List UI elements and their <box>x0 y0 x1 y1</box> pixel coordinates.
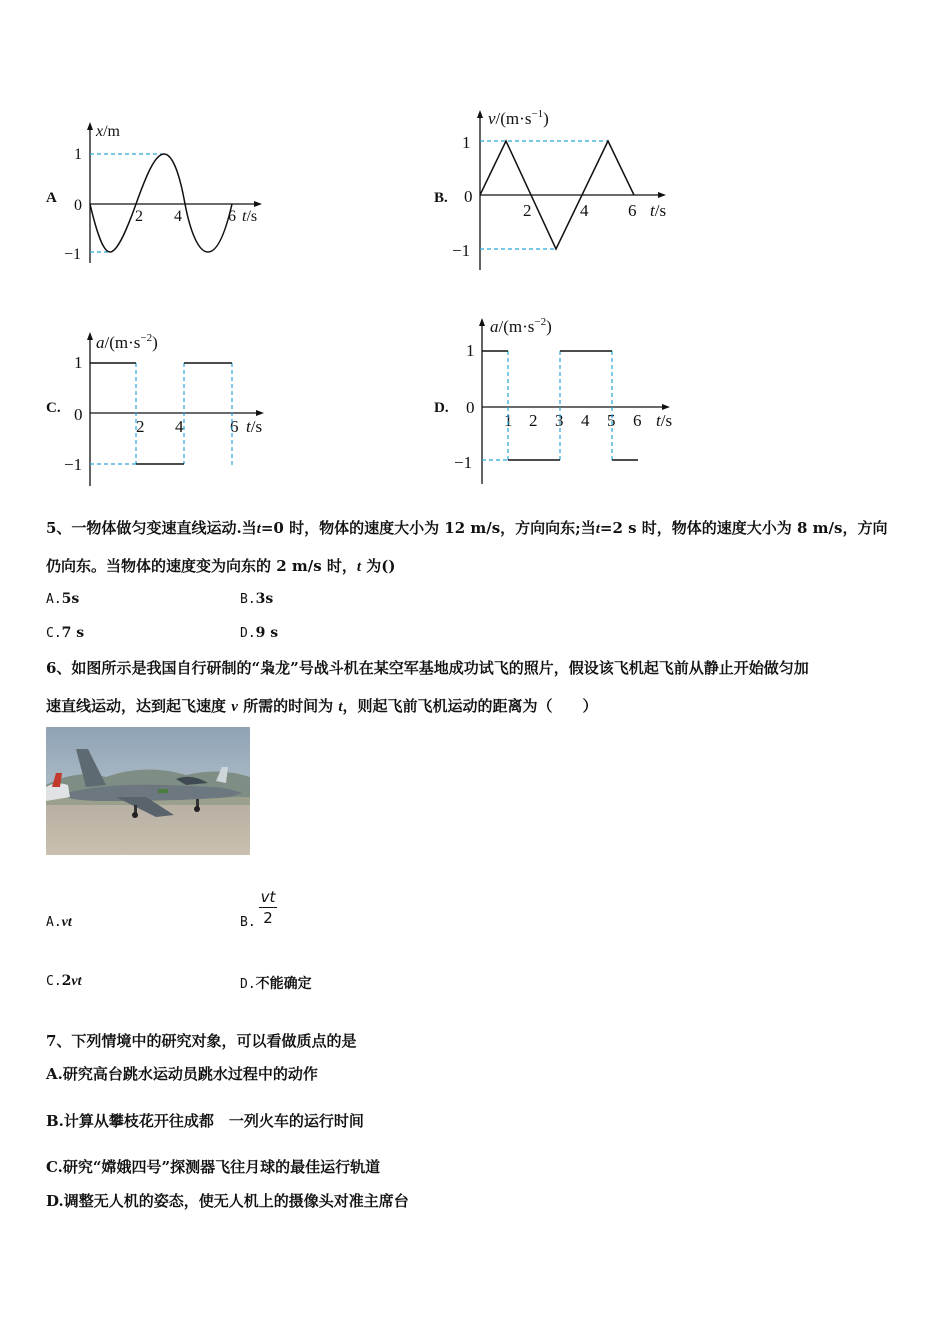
svg-text:1: 1 <box>466 341 475 360</box>
sine-curve <box>90 154 232 252</box>
svg-text:5: 5 <box>607 411 616 430</box>
svg-text:3: 3 <box>555 411 564 430</box>
svg-text:6: 6 <box>230 417 239 436</box>
svg-text:4: 4 <box>581 411 590 430</box>
graph-b-velocity-time <box>448 104 688 274</box>
q7-option-c[interactable]: C.研究“嫦娥四号”探测器飞往月球的最佳运行轨道 <box>46 1158 381 1176</box>
q5-stem-line1: 5、一物体做匀变速直线运动.当t=0 时，物体的速度大小为 12 m/s，方向向东;当t=2 s 时，物体的速度大小为 8 m/s，方向 <box>46 519 888 537</box>
svg-text:6: 6 <box>633 411 642 430</box>
option-d-label: D. <box>434 400 449 416</box>
q7-stem: 7、下列情境中的研究对象，可以看做质点的是 <box>46 1032 357 1050</box>
q7-option-a[interactable]: A.研究高台跳水运动员跳水过程中的动作 <box>46 1065 318 1083</box>
q7-option-b[interactable]: B.计算从攀枝花开往成都 一列火车的运行时间 <box>46 1112 364 1130</box>
svg-text:2: 2 <box>529 411 538 430</box>
q6-choice-a[interactable]: A.vt <box>46 915 72 930</box>
fraction-numerator: vt <box>260 888 276 906</box>
svg-text:0: 0 <box>466 398 475 417</box>
x-tick-6: 6 <box>228 208 236 225</box>
y-axis-arrow <box>87 122 93 130</box>
svg-text:4: 4 <box>175 417 184 436</box>
svg-text:0: 0 <box>464 187 473 206</box>
svg-text:0: 0 <box>74 405 83 424</box>
svg-text:2: 2 <box>523 201 532 220</box>
q5-choice-d[interactable]: D.9 s <box>240 625 279 641</box>
x-axis-arrow <box>254 201 262 207</box>
q6-choice-c[interactable]: C.2vt <box>46 973 82 989</box>
y-axis-label: x/m <box>96 123 120 140</box>
svg-text:−1: −1 <box>454 453 473 472</box>
x-tick-2: 2 <box>135 208 143 225</box>
q7-option-d[interactable]: D.调整无人机的姿态，使无人机上的摄像头对准主席台 <box>46 1192 409 1210</box>
q5-stem-line2: 仍向东。当物体的速度变为向东的 2 m/s 时，t 为() <box>46 557 396 575</box>
fraction-bar <box>259 907 277 908</box>
svg-text:2: 2 <box>136 417 145 436</box>
q6-choice-d[interactable]: D.不能确定 <box>240 976 312 992</box>
y-axis-label: $a/(m\cdot s^{-2})$ <box>96 332 158 352</box>
svg-text:1: 1 <box>504 411 513 430</box>
x-tick-4: 4 <box>174 208 182 225</box>
q6-choice-b[interactable]: B. <box>240 915 256 930</box>
svg-text:6: 6 <box>628 201 637 220</box>
y-axis-label: $a/(m\cdot s^{-2})$ <box>490 316 552 336</box>
option-b-label: B. <box>434 190 448 206</box>
fighter-jet-photo <box>46 727 250 855</box>
y-axis-label: $v/(m\cdot s^{-1})$ <box>488 108 549 128</box>
svg-text:t/s: t/s <box>650 201 667 220</box>
q5-choice-b[interactable]: B.3s <box>240 591 274 607</box>
q6-stem-line1: 6、如图所示是我国自行研制的“枭龙”号战斗机在某空军基地成功试飞的照片，假设该飞机起飞前从静止开始做匀加 <box>46 659 809 677</box>
svg-text:1: 1 <box>462 133 471 152</box>
q5-choice-a[interactable]: A.5s <box>46 591 80 607</box>
svg-text:t/s: t/s <box>246 417 263 436</box>
option-c-label: C. <box>46 400 61 416</box>
option-a-label: A <box>46 190 57 206</box>
y-tick-1: 1 <box>74 146 82 163</box>
graph-c-acceleration-time <box>60 326 280 491</box>
q6-choice-b-fraction <box>259 888 277 927</box>
y-tick-0: 0 <box>74 197 82 214</box>
x-axis-label: t/s <box>242 208 258 225</box>
q5-choice-c[interactable]: C.7 s <box>46 625 85 641</box>
svg-text:1: 1 <box>74 353 83 372</box>
svg-text:t/s: t/s <box>656 411 673 430</box>
graph-d-acceleration-time <box>448 310 688 488</box>
q6-stem-line2: 速直线运动，达到起飞速度 v 所需的时间为 t，则起飞前飞机运动的距离为（ ） <box>46 697 598 715</box>
svg-text:−1: −1 <box>452 241 471 260</box>
svg-text:4: 4 <box>580 201 589 220</box>
y-tick-neg1: −1 <box>64 246 82 263</box>
graph-a-position-time <box>60 118 280 278</box>
svg-text:−1: −1 <box>64 455 83 474</box>
fraction-denominator: 2 <box>263 909 273 927</box>
